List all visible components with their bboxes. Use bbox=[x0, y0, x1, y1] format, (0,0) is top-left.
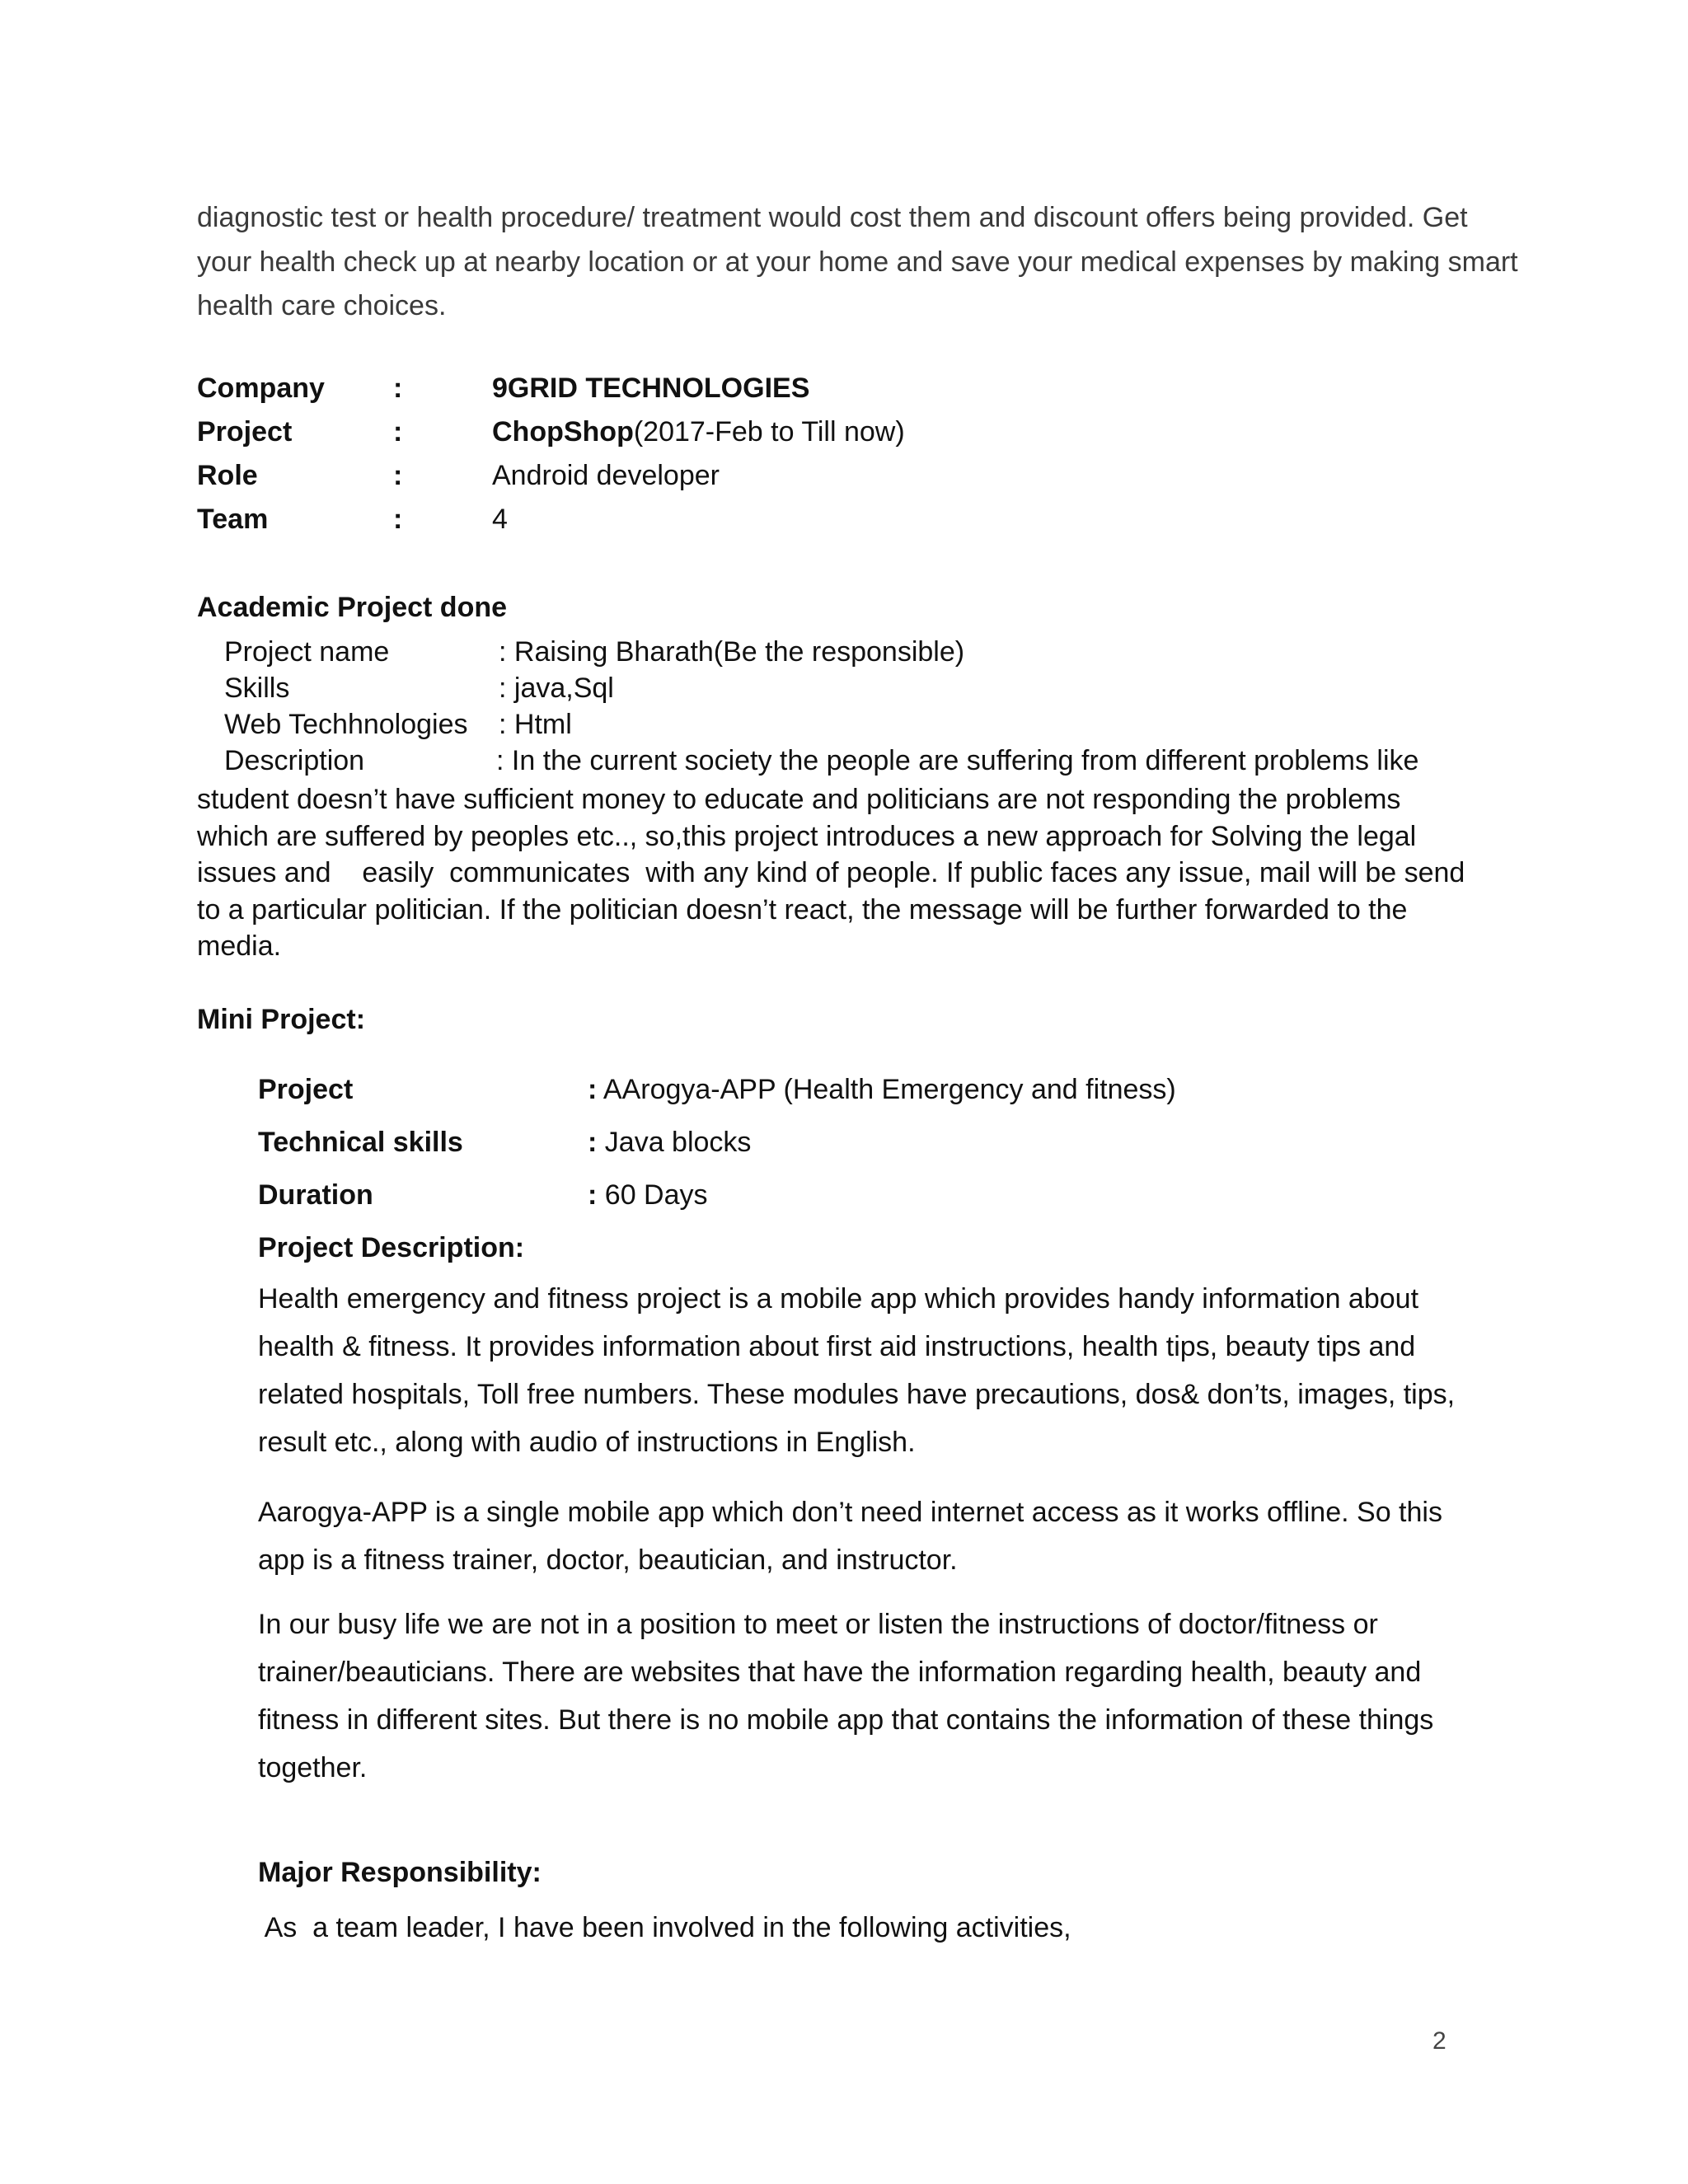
role-label: Role bbox=[197, 460, 258, 491]
paragraph-line: fitness in different sites. But there is no mobile app that contains the information of these things bbox=[258, 1704, 1434, 1736]
paragraph-line: related hospitals, Toll free numbers. These modules have precautions, dos& don’ts, images, tips, bbox=[258, 1379, 1456, 1410]
intro-line: diagnostic test or health procedure/ treatment would cost them and discount offers being provided. Get bbox=[197, 202, 1468, 233]
duration-text: 60 Days bbox=[604, 1179, 708, 1211]
academic-label: Description bbox=[224, 745, 365, 776]
intro-paragraph bbox=[197, 196, 1516, 329]
description-line: issues and easily communicates with any kind of people. If public faces any issue, mail will be send bbox=[197, 857, 1465, 888]
academic-description bbox=[197, 781, 1465, 965]
paragraph-line: together. bbox=[258, 1752, 368, 1783]
separator-colon: : bbox=[393, 504, 403, 535]
paragraph-line: health & fitness. It provides information about first aid instructions, health tips, beauty tips and bbox=[258, 1331, 1416, 1362]
academic-value: : Raising Bharath(Be the responsible) bbox=[499, 636, 965, 668]
company-label: Company bbox=[197, 373, 325, 404]
academic-value: : java,Sql bbox=[499, 673, 614, 704]
paragraph-line: Health emergency and fitness project is a mobile app which provides handy information about bbox=[258, 1283, 1419, 1315]
paragraph-line: Aarogya-APP is a single mobile app which don’t need internet access as it works offline. So this bbox=[258, 1497, 1442, 1528]
separator-colon: : bbox=[588, 1074, 598, 1105]
role-value: Android developer bbox=[492, 460, 720, 491]
project-label: Project bbox=[197, 416, 293, 448]
mini-project-value bbox=[588, 1074, 1176, 1106]
academic-label: Project name bbox=[224, 636, 390, 668]
academic-value: : In the current society the people are suffering from different problems like bbox=[496, 745, 1419, 776]
duration-label: Duration bbox=[258, 1179, 373, 1211]
academic-value: : Html bbox=[499, 709, 572, 740]
description-paragraph bbox=[258, 1488, 1442, 1584]
technical-skills-label: Technical skills bbox=[258, 1127, 463, 1158]
technical-skills-text: Java blocks bbox=[604, 1127, 752, 1158]
description-line: media. bbox=[197, 930, 282, 962]
technical-skills-value bbox=[588, 1127, 751, 1159]
project-name: ChopShop bbox=[492, 416, 634, 448]
responsibility-text: As a team leader, I have been involved in the following activities, bbox=[258, 1912, 1071, 1943]
intro-line: your health check up at nearby location or at your home and save your medical expenses by making smart bbox=[197, 246, 1518, 278]
description-paragraph bbox=[258, 1275, 1455, 1466]
separator-colon: : bbox=[393, 373, 403, 404]
separator-colon: : bbox=[393, 416, 403, 448]
academic-label: Skills bbox=[224, 673, 290, 704]
duration-value bbox=[588, 1179, 708, 1212]
description-paragraph bbox=[258, 1601, 1433, 1792]
paragraph-line: app is a fitness trainer, doctor, beautician, and instructor. bbox=[258, 1544, 958, 1576]
description-line: which are suffered by peoples etc.., so,this project introduces a new approach for Solving the legal bbox=[197, 820, 1417, 852]
page-number: 2 bbox=[1432, 2027, 1447, 2055]
project-value bbox=[492, 416, 905, 448]
mini-project-value-text: AArogya-APP (Health Emergency and fitness) bbox=[603, 1074, 1176, 1105]
description-line: student doesn’t have sufficient money to educate and politicians are not responding the problems bbox=[197, 784, 1401, 815]
paragraph-line: result etc., along with audio of instructions in English. bbox=[258, 1427, 916, 1458]
description-line: to a particular politician. If the politician doesn’t react, the message will be further forwarded to the bbox=[197, 893, 1408, 926]
intro-line: health care choices. bbox=[197, 290, 447, 321]
paragraph-line: In our busy life we are not in a position to meet or listen the instructions of doctor/fitness or bbox=[258, 1609, 1378, 1640]
mini-project-label: Project bbox=[258, 1074, 354, 1105]
mini-project-heading: Mini Project: bbox=[197, 1004, 366, 1035]
major-responsibility-heading: Major Responsibility: bbox=[258, 1857, 542, 1888]
company-name: 9GRID TECHNOLOGIES bbox=[492, 373, 810, 404]
team-label: Team bbox=[197, 504, 269, 535]
academic-label: Web Techhnologies bbox=[224, 709, 468, 740]
project-description-heading: Project Description: bbox=[258, 1232, 525, 1263]
company-value bbox=[492, 373, 809, 405]
team-value: 4 bbox=[492, 504, 508, 535]
academic-heading: Academic Project done bbox=[197, 592, 508, 623]
separator-colon: : bbox=[393, 460, 403, 491]
separator-colon: : bbox=[588, 1179, 598, 1211]
paragraph-line: trainer/beauticians. There are websites that have the information regarding health, beauty and bbox=[258, 1657, 1422, 1688]
separator-colon: : bbox=[588, 1127, 598, 1158]
project-period: (2017-Feb to Till now) bbox=[633, 416, 905, 448]
